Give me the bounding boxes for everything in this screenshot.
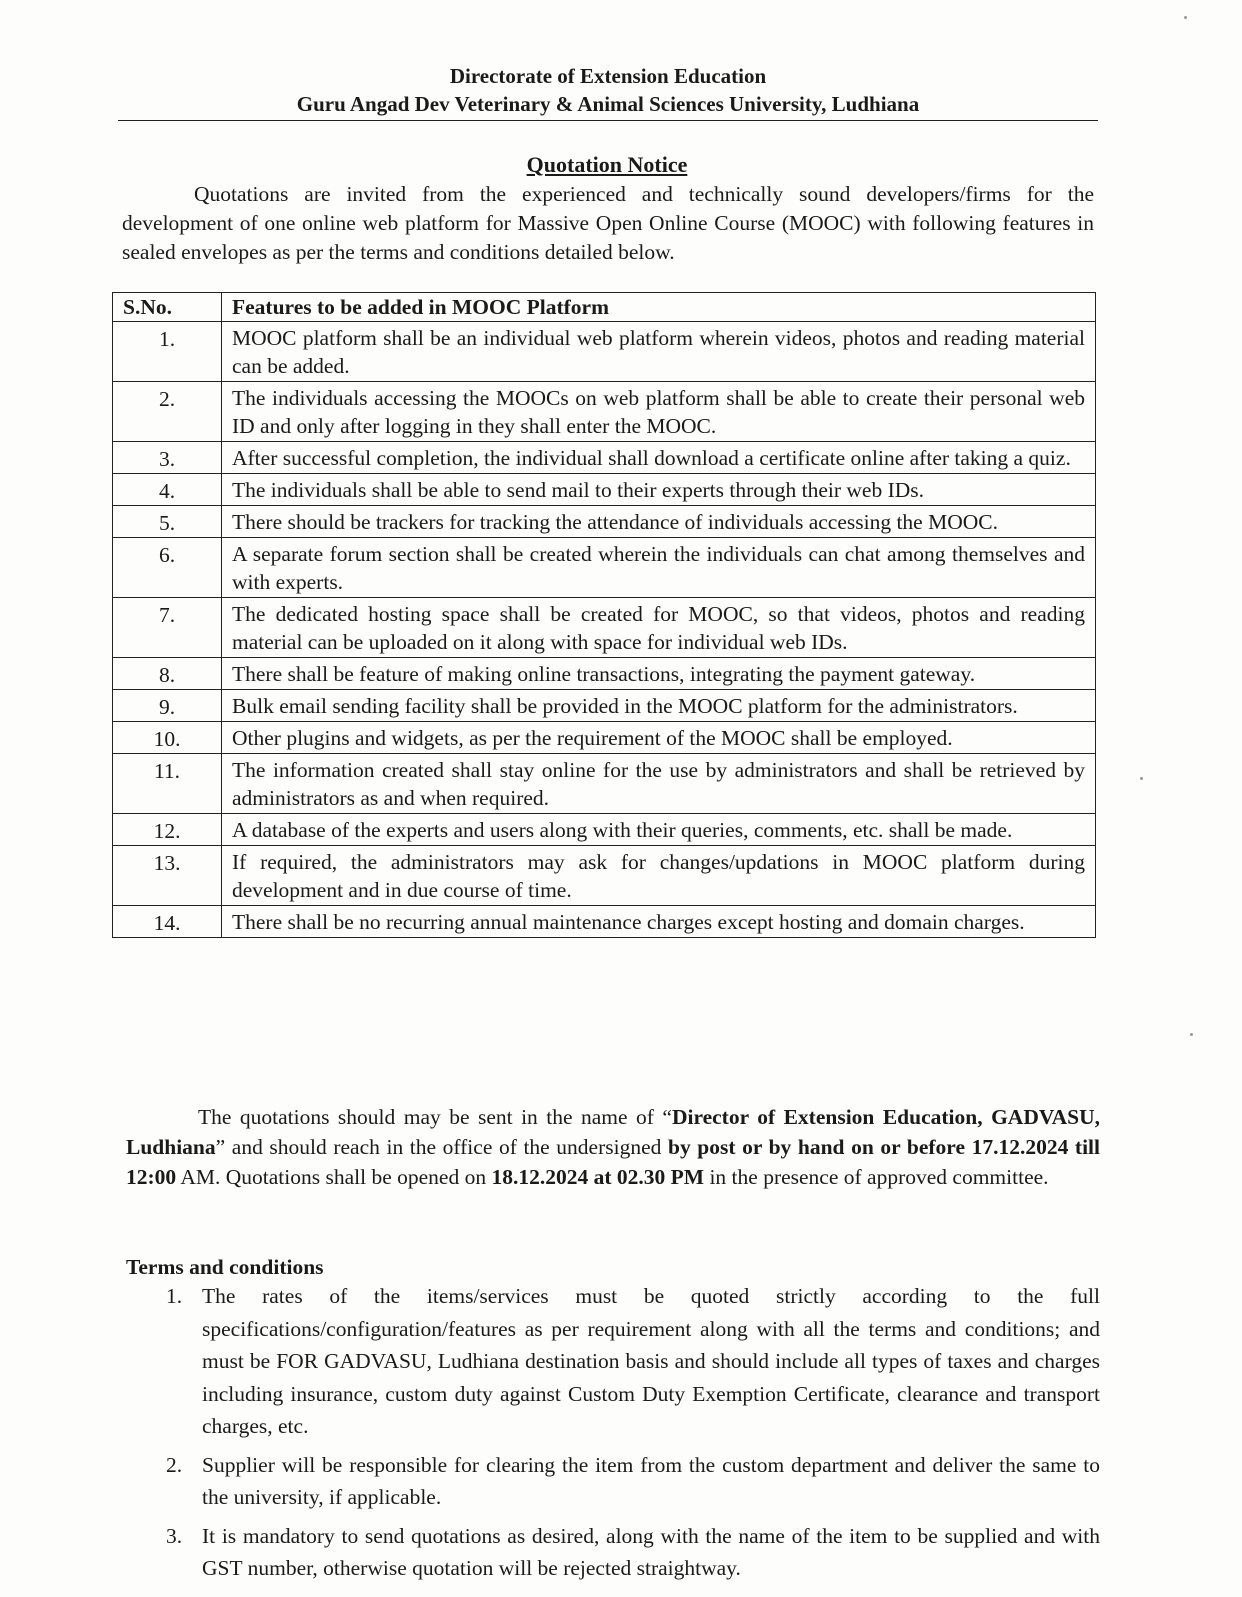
submission-text-1: The quotations should may be sent in the name of “ [198, 1105, 672, 1129]
row-feature-text: There shall be no recurring annual maintenance charges except hosting and domain charges. [222, 906, 1096, 938]
term-number: 2. [166, 1452, 183, 1477]
column-header-sno: S.No. [113, 293, 222, 322]
row-feature-text: MOOC platform shall be an individual web platform wherein videos, photos and reading material can be added. [222, 322, 1096, 382]
row-sno: 14. [113, 906, 222, 938]
features-table [112, 292, 1096, 938]
terms-title: Terms and conditions [126, 1255, 324, 1279]
row-sno: 4. [113, 474, 222, 506]
row-feature-text: The information created shall stay online for the use by administrators and shall be retrieved by administrators as and when required. [222, 754, 1096, 814]
row-sno: 6. [113, 538, 222, 598]
term-text: The rates of the items/services must be quoted strictly according to the full specifications/configuration/features as per requirement along with all the terms and conditions; and must be FOR GADVASU, Ludhiana destination basis and should include all types of taxes and charges including insurance, custom duty against Custom Duty Exemption Certificate, clearance and transport charges, etc. [202, 1284, 1100, 1438]
row-feature-text: A database of the experts and users along with their queries, comments, etc. shall be made. [222, 814, 1096, 846]
table-row [113, 754, 1096, 814]
table-header-row [113, 293, 1096, 322]
row-feature-text: There shall be feature of making online transactions, integrating the payment gateway. [222, 658, 1096, 690]
table-row [113, 658, 1096, 690]
addressee-name: Director of Extension Education, GADVASU, Ludhiana [126, 1105, 1100, 1159]
directorate-name: Directorate of Extension Education [449, 64, 767, 88]
row-feature-text: There should be trackers for tracking the attendance of individuals accessing the MOOC. [222, 506, 1096, 538]
terms-list [126, 1280, 1100, 1591]
submission-text-3: AM. Quotations shall be opened on [176, 1165, 492, 1189]
row-feature-text: The individuals shall be able to send mail to their experts through their web IDs. [222, 474, 1096, 506]
row-feature-text: A separate forum section shall be created wherein the individuals can chat among themselves and with experts. [222, 538, 1096, 598]
row-sno: 3. [113, 442, 222, 474]
term-item [166, 1520, 1100, 1585]
table-row [113, 506, 1096, 538]
row-sno: 1. [113, 322, 222, 382]
term-item [166, 1449, 1100, 1514]
notice-title: Quotation Notice [526, 152, 688, 177]
scan-speck [1190, 1033, 1193, 1036]
column-header-feature: Features to be added in MOOC Platform [222, 293, 1096, 322]
row-sno: 5. [113, 506, 222, 538]
row-sno: 10. [113, 722, 222, 754]
submission-text-2: ” and should reach in the office of the undersigned [215, 1135, 668, 1159]
table-row [113, 598, 1096, 658]
row-sno: 8. [113, 658, 222, 690]
scan-speck [1184, 16, 1187, 19]
opening-date: 18.12.2024 at 02.30 PM [491, 1165, 705, 1189]
table-row [113, 442, 1096, 474]
table-row [113, 474, 1096, 506]
row-feature-text: The dedicated hosting space shall be created for MOOC, so that videos, photos and reading material can be uploaded on it along with space for individual web IDs. [222, 598, 1096, 658]
term-text: It is mandatory to send quotations as desired, along with the name of the item to be supplied and with GST number, otherwise quotation will be rejected straightway. [202, 1523, 1100, 1580]
intro-paragraph: Quotations are invited from the experienced and technically sound developers/firms for the development of one online web platform for Massive Open Online Course (MOOC) with following features in sealed envelopes as per the terms and conditions detailed below. [122, 182, 1094, 264]
row-feature-text: Bulk email sending facility shall be provided in the MOOC platform for the administrators. [222, 690, 1096, 722]
term-number: 3. [166, 1523, 183, 1548]
table-row [113, 814, 1096, 846]
row-feature-text: The individuals accessing the MOOCs on web platform shall be able to create their personal web ID and only after logging in they shall enter the MOOC. [222, 382, 1096, 442]
row-sno: 7. [113, 598, 222, 658]
table-row [113, 382, 1096, 442]
table-row [113, 722, 1096, 754]
table-row [113, 322, 1096, 382]
submission-deadline: by post or by hand on or before 17.12.2024 till 12:00 [126, 1135, 1100, 1189]
row-sno: 12. [113, 814, 222, 846]
table-row [113, 906, 1096, 938]
letterhead [118, 62, 1098, 118]
scan-speck [1140, 777, 1143, 780]
row-feature-text: If required, the administrators may ask for changes/updations in MOOC platform during development and in due course of time. [222, 846, 1096, 906]
submission-text-4: in the presence of approved committee. [704, 1165, 1049, 1189]
table-row [113, 538, 1096, 598]
row-feature-text: Other plugins and widgets, as per the requirement of the MOOC shall be employed. [222, 722, 1096, 754]
row-sno: 11. [113, 754, 222, 814]
header-divider [118, 120, 1098, 121]
table-row [113, 690, 1096, 722]
row-sno: 13. [113, 846, 222, 906]
term-item [166, 1280, 1100, 1443]
row-sno: 9. [113, 690, 222, 722]
term-number: 1. [166, 1284, 183, 1308]
university-name: Guru Angad Dev Veterinary & Animal Sciences University, Ludhiana [296, 92, 920, 116]
submission-paragraph [126, 1102, 1100, 1192]
row-feature-text: After successful completion, the individual shall download a certificate online after taking a quiz. [222, 442, 1096, 474]
term-text: Supplier will be responsible for clearing the item from the custom department and deliver the same to the university, if applicable. [202, 1452, 1100, 1509]
table-row [113, 846, 1096, 906]
features-table-body [113, 322, 1096, 938]
row-sno: 2. [113, 382, 222, 442]
